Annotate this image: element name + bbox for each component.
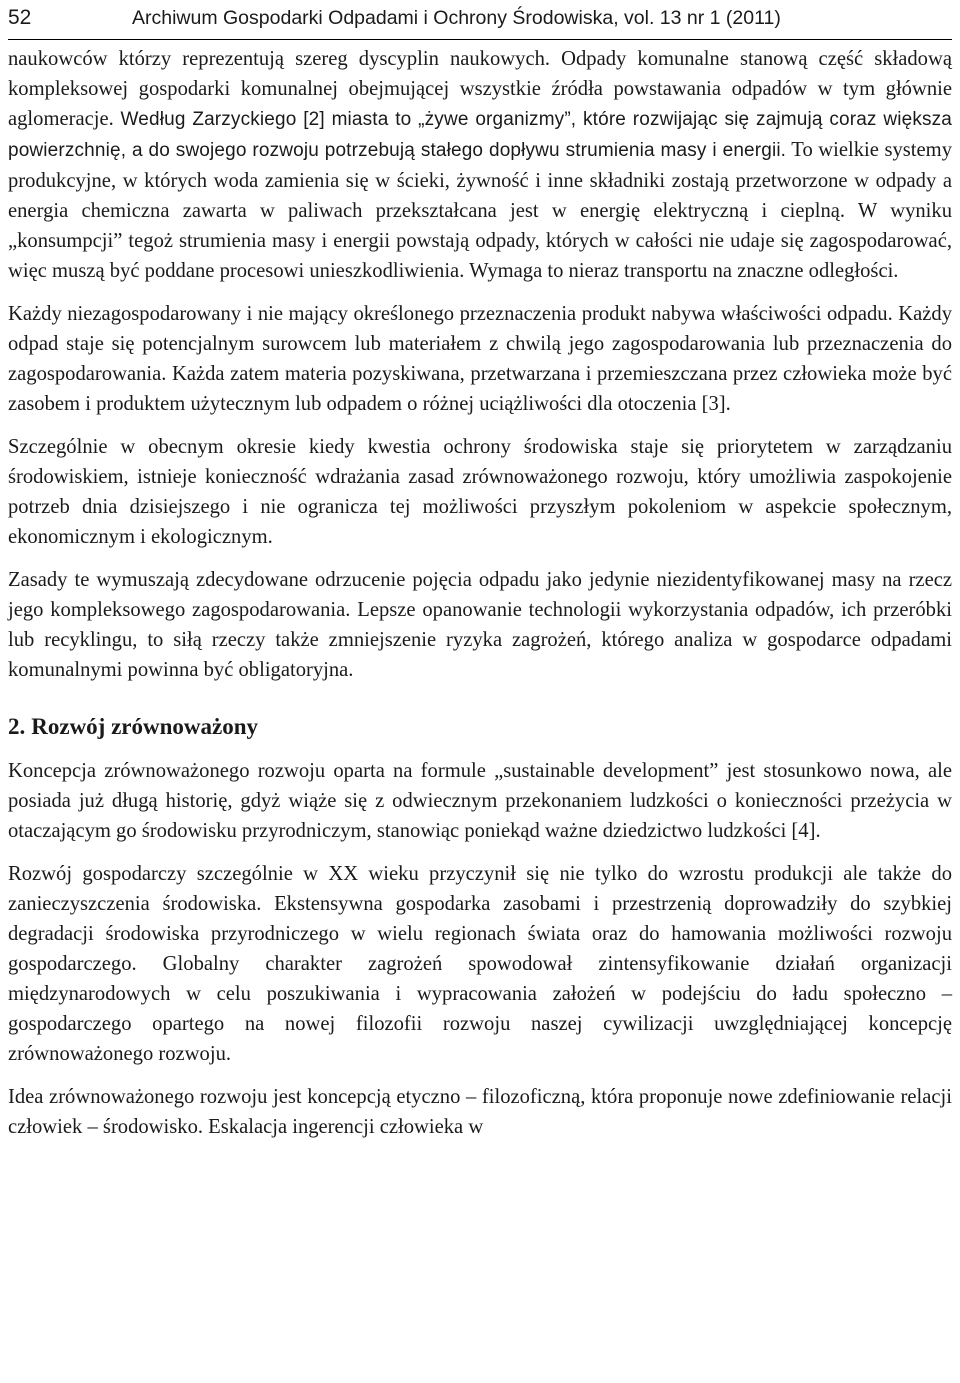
- running-title: Archiwum Gospodarki Odpadami i Ochrony Środowiska, vol. 13 nr 1 (2011): [132, 7, 781, 29]
- article-body: [8, 44, 952, 1142]
- paragraph-4: Zasady te wymuszają zdecydowane odrzucenie pojęcia odpadu jako jedynie niezidentyfikowanej masy na rzecz jego kompleksowego zagospodarowania. Lepsze opanowanie technologii wykorzystania odpadów, ich przeróbki lub recyklingu, to siłą rzeczy także zmniejszenie ryzyka zagrożeń, którego analiza w gospodarce odpadami komunalnymi powinna być obligatoryjna.: [8, 569, 952, 681]
- paragraph-5: Koncepcja zrównoważonego rozwoju oparta na formule „sustainable development” jest stosunkowo nowa, ale posiada już długą historię, gdyż wiąże się z odwiecznym przekonaniem ludzkości o konieczności przeżycia w otaczającym go środowisku przyrodniczym, stanowiąc poniekąd ważne dziedzictwo ludzkości [4].: [8, 760, 952, 842]
- paragraph-1-part-b: Według Zarzyckiego [2] miasta to „żywe organizmy”, które rozwijając się zajmują coraz większa powierzchnię, a do swojego rozwoju potrzebują stałego dopływu strumienia masy i energii.: [8, 109, 952, 161]
- page-header: [8, 4, 952, 34]
- section-title: Rozwój zrównoważony: [31, 714, 259, 739]
- header-rule: [8, 39, 952, 40]
- section-number: 2.: [8, 714, 26, 739]
- paragraph-1: [8, 44, 952, 286]
- paragraph-2: Każdy niezagospodarowany i nie mający określonego przeznaczenia produkt nabywa właściwości odpadu. Każdy odpad staje się potencjalnym surowcem lub materiałem z chwilą jego zagospodarowania lub przeznaczenia do zagospodarowania. Każda zatem materia pozyskiwana, przetwarzana i przemieszczana przez człowieka może być zasobem i produktem użytecznym lub odpadem o różnej uciążliwości dla otoczenia [3].: [8, 303, 952, 415]
- paragraph-1-part-c: To wielkie systemy produkcyjne, w których woda zamienia się w ścieki, żywność i inne składniki zostają przetworzone w odpady a energia chemiczna zawarta w paliwach przekształcana jest w energię elektryczną i cieplną. W wyniku „konsumpcji” tegoż strumienia masy i energii powstają odpady, których w całości nie udaje się zagospodarować, więc muszą być poddane procesowi unieszkodliwienia. Wymaga to nieraz transportu na znaczne odległości.: [8, 139, 952, 282]
- paragraph-3: Szczególnie w obecnym okresie kiedy kwestia ochrony środowiska staje się priorytetem w zarządzaniu środowiskiem, istnieje konieczność wdrażania zasad zrównoważonego rozwoju, który umożliwia zaspokojenie potrzeb dnia dzisiejszego i nie ogranicza tej możliwości przyszłym pokoleniom w aspekcie społecznym, ekonomicznym i ekologicznym.: [8, 436, 952, 548]
- paragraph-6: Rozwój gospodarczy szczególnie w XX wieku przyczynił się nie tylko do wzrostu produkcji ale także do zanieczyszczenia środowiska. Ekstensywna gospodarka zasobami i przestrzenią doprowadziły do szybkiej degradacji środowiska przyrodniczego w wielu regionach świata oraz do hamowania możliwości rozwoju gospodarczego. Globalny charakter zagrożeń spowodował zintensyfikowanie działań organizacji międzynarodowych w celu poszukiwania i wypracowania założeń w podejściu do ładu społeczno – gospodarczego opartego na nowej filozofii rozwoju naszej cywilizacji uwzględniającej koncepcję zrównoważonego rozwoju.: [8, 863, 952, 1065]
- page-number: 52: [8, 6, 32, 29]
- paragraph-1-part-a: naukowców którzy reprezentują szereg dyscyplin naukowych. Odpady komunalne stanową część składową kompleksowej gospodarki komunalnej obejmującej wszystkie źródła powstawania odpadów w tym głównie aglomeracje.: [8, 48, 952, 130]
- section-heading: [8, 712, 952, 742]
- paragraph-7: Idea zrównoważonego rozwoju jest koncepcją etyczno – filozoficzną, która proponuje nowe zdefiniowanie relacji człowiek – środowisko. Eskalacja ingerencji człowieka w: [8, 1086, 952, 1138]
